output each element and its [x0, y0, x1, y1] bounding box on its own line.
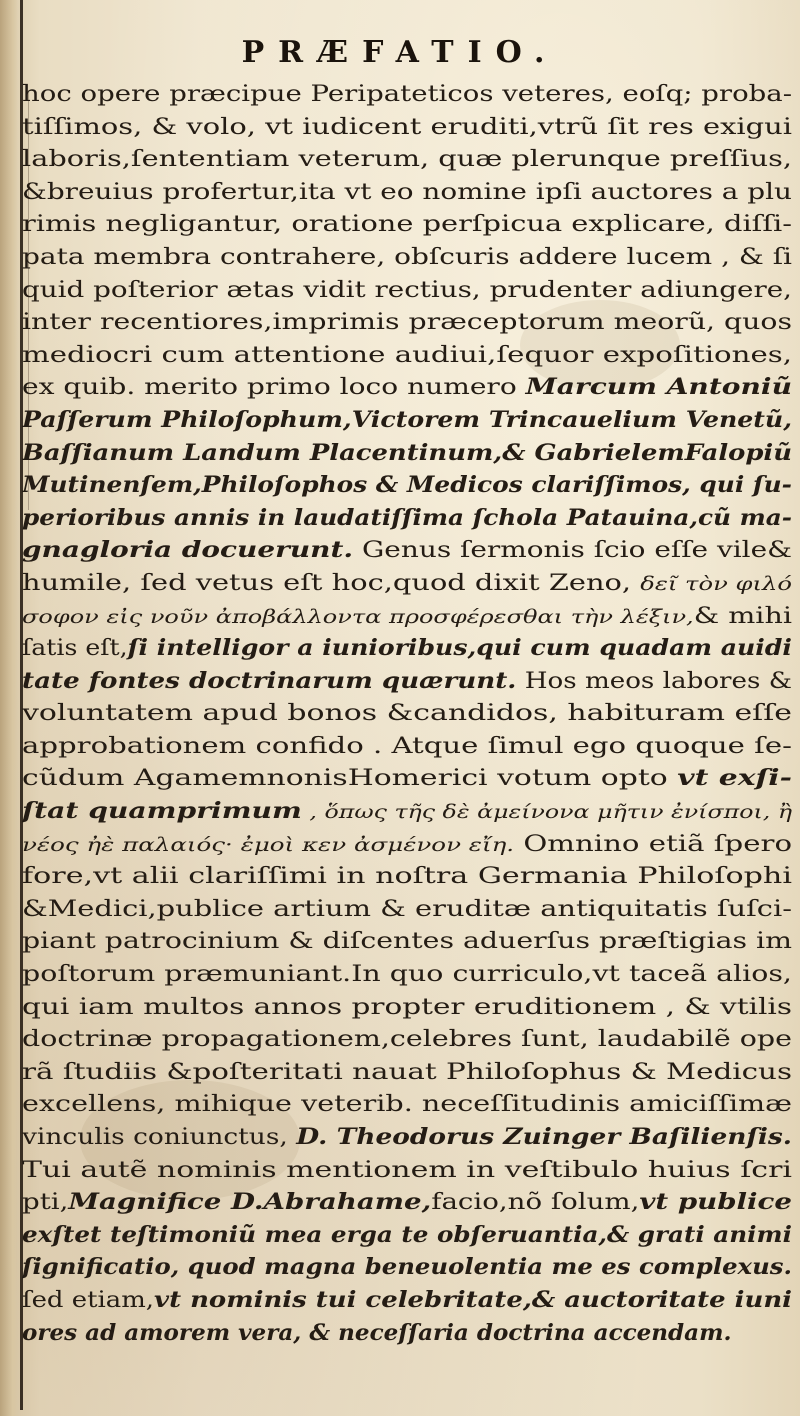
text-line	[22, 371, 792, 404]
italic-text: Baſſianum Landum Placentinum,& GabrielemFalopiũ	[22, 439, 792, 466]
roman-text: laboris,ſententiam veterum, quæ plerunque preſſius,	[22, 146, 792, 173]
text-line	[22, 502, 792, 535]
roman-text: &Medici,publice artium & eruditæ antiquitatis ſuſci-	[22, 895, 792, 922]
roman-text: cũdum AgamemnonisHomerici votum opto	[22, 765, 678, 792]
italic-text: perioribus annis in laudatiſſima ſchola Patauina,cũ ma-	[22, 504, 792, 531]
text-line	[22, 1088, 792, 1121]
italic-text: ſtat quamprimum	[22, 798, 302, 825]
roman-text: facio,nõ ſolum,	[431, 1189, 640, 1216]
text-line	[22, 1186, 792, 1219]
italic-text: tate fontes doctrinarum quærunt.	[22, 667, 517, 694]
italic-text: Magnifice D.Abrahame,	[68, 1189, 432, 1216]
text-line	[22, 893, 792, 926]
italic-text: exſtet teſtimoniũ mea erga te obſeruantia,& grati animi	[22, 1221, 792, 1248]
roman-text: approbationem confido . Atque ſimul ego quoque ſe-	[22, 732, 792, 759]
text-line	[22, 860, 792, 893]
text-line	[22, 1121, 792, 1154]
italic-text: Paſſerum Philoſophum,Victorem Trincauelium Venetũ,	[22, 406, 792, 433]
text-line	[22, 534, 792, 567]
roman-text: hoc opere præcipue Peripateticos veteres, eoſq; proba-	[22, 81, 792, 107]
roman-text: Genus ſermonis ſcio eſſe vile&	[353, 537, 792, 564]
roman-text: Omnino etiã ſpero	[514, 830, 792, 857]
text-line	[22, 991, 792, 1024]
roman-text: ſatis eſt,	[22, 635, 128, 662]
text-line	[22, 176, 792, 209]
text-line	[22, 241, 792, 274]
text-line	[22, 437, 792, 470]
roman-text: excellens, mihique veterib. neceſſitudinis amiciſſimæ	[22, 1091, 792, 1118]
italic-text: vt exſi-	[677, 765, 792, 792]
roman-text: qui iam multos annos propter eruditionem , & vtilis	[22, 993, 792, 1020]
roman-text: rimis negligantur, oratione perſpicua explicare, diſſi-	[22, 211, 792, 238]
text-line	[22, 1154, 792, 1187]
roman-text: piant patrocinium & diſcentes aduerſus præſtigias im	[22, 928, 792, 955]
text-line	[22, 111, 792, 144]
roman-text: fore,vt alii clariſſimi in noſtra Germania Philoſophi	[22, 863, 792, 890]
roman-text: & mihi	[693, 602, 792, 629]
text-line	[22, 795, 792, 828]
italic-text: ores ad amorem vera, & neceſſaria doctrina accendam.	[22, 1319, 732, 1346]
roman-text: pata membra contrahere, obſcuris addere lucem , & ſi	[22, 243, 792, 270]
text-line	[22, 828, 792, 861]
text-line	[22, 958, 792, 991]
text-line	[22, 665, 792, 698]
roman-text: mediocri cum attentione audiui,ſequor expoſitiones,	[22, 341, 792, 368]
italic-text: Marcum Antoniũ	[525, 374, 792, 401]
text-line	[22, 1023, 792, 1056]
greek-text: , ὅπως τῆς δὲ ἀμείνονα μῆτιν ἐνίσποι, ἢ	[301, 801, 792, 824]
roman-text: doctrinæ propagationem,celebres ſunt, laudabilẽ ope	[22, 1026, 792, 1053]
body-text	[22, 78, 792, 1349]
italic-text: gnagloria docuerunt.	[22, 537, 354, 564]
greek-text: νέος ἠὲ παλαιός· ἐμοὶ κεν ἀσμένον εἴη.	[22, 833, 515, 856]
text-line	[22, 1251, 792, 1284]
greek-text: σοφον εἰς νοῦν ἀποβάλλοντα προσφέρεσθαι τὴν λέξιν,	[22, 605, 694, 628]
text-line	[22, 600, 792, 633]
page-binding-shadow	[0, 0, 18, 1416]
roman-text: pti,	[22, 1189, 69, 1216]
text-line	[22, 762, 792, 795]
roman-text: ex quib. merito primo loco numero	[22, 374, 526, 401]
roman-text: voluntatem apud bonos &candidos, habituram eſſe	[22, 700, 792, 727]
roman-text: poſtorum præmuniant.In quo curriculo,vt taceã alios,	[22, 961, 792, 988]
text-line	[22, 404, 792, 437]
text-line	[22, 1284, 792, 1317]
text-line	[22, 1219, 792, 1252]
italic-text: ſi intelligor a iunioribus,qui cum quadam auidi	[127, 635, 792, 662]
roman-text: rã ſtudiis &poſteritati nauat Philoſophus & Medicus	[22, 1058, 792, 1085]
text-line	[22, 143, 792, 176]
italic-text: Mutinenſem,Philoſophos & Medicos clariſſimos, qui ſu-	[22, 472, 792, 499]
roman-text: quid poſterior ætas vidit rectius, prudenter adiungere,	[22, 276, 792, 303]
text-line	[22, 469, 792, 502]
italic-text: vt publice	[639, 1189, 792, 1216]
roman-text: &breuius profertur,ita vt eo nomine ipſi auctores a plu	[22, 178, 792, 205]
roman-text: humile, ſed vetus eſt hoc,quod dixit Zeno,	[22, 569, 641, 596]
page-header: PRÆFATIO.	[241, 35, 559, 70]
text-line	[22, 925, 792, 958]
text-line	[22, 632, 792, 665]
text-line	[22, 208, 792, 241]
text-line	[22, 730, 792, 763]
text-line	[22, 1317, 792, 1350]
roman-text: Hos meos labores &	[516, 667, 792, 694]
roman-text: tiſſimos, & volo, vt iudicent eruditi,vtrũ ſit res exigui	[22, 113, 792, 140]
text-line	[22, 697, 792, 730]
text-line	[22, 1056, 792, 1089]
italic-text: ſignificatio, quod magna beneuolentia me es complexus.	[22, 1254, 792, 1281]
text-line	[22, 567, 792, 600]
text-line	[22, 274, 792, 307]
roman-text: inter recentiores,imprimis præceptorum meorũ, quos	[22, 309, 792, 336]
text-line	[22, 339, 792, 372]
text-line	[22, 78, 792, 111]
roman-text: ſed etiam,	[22, 1286, 155, 1313]
text-line	[22, 306, 792, 339]
italic-text: D. Theodorus Zuinger Baſilienſis.	[296, 1124, 792, 1150]
roman-text: Tui autẽ nominis mentionem in veſtibulo huius ſcri	[22, 1156, 792, 1183]
roman-text: vinculis coniunctus,	[22, 1124, 297, 1150]
greek-text: δεῖ τὸν φιλό	[640, 572, 792, 595]
italic-text: vt nominis tui celebritate,& auctoritate iuni	[154, 1286, 792, 1313]
